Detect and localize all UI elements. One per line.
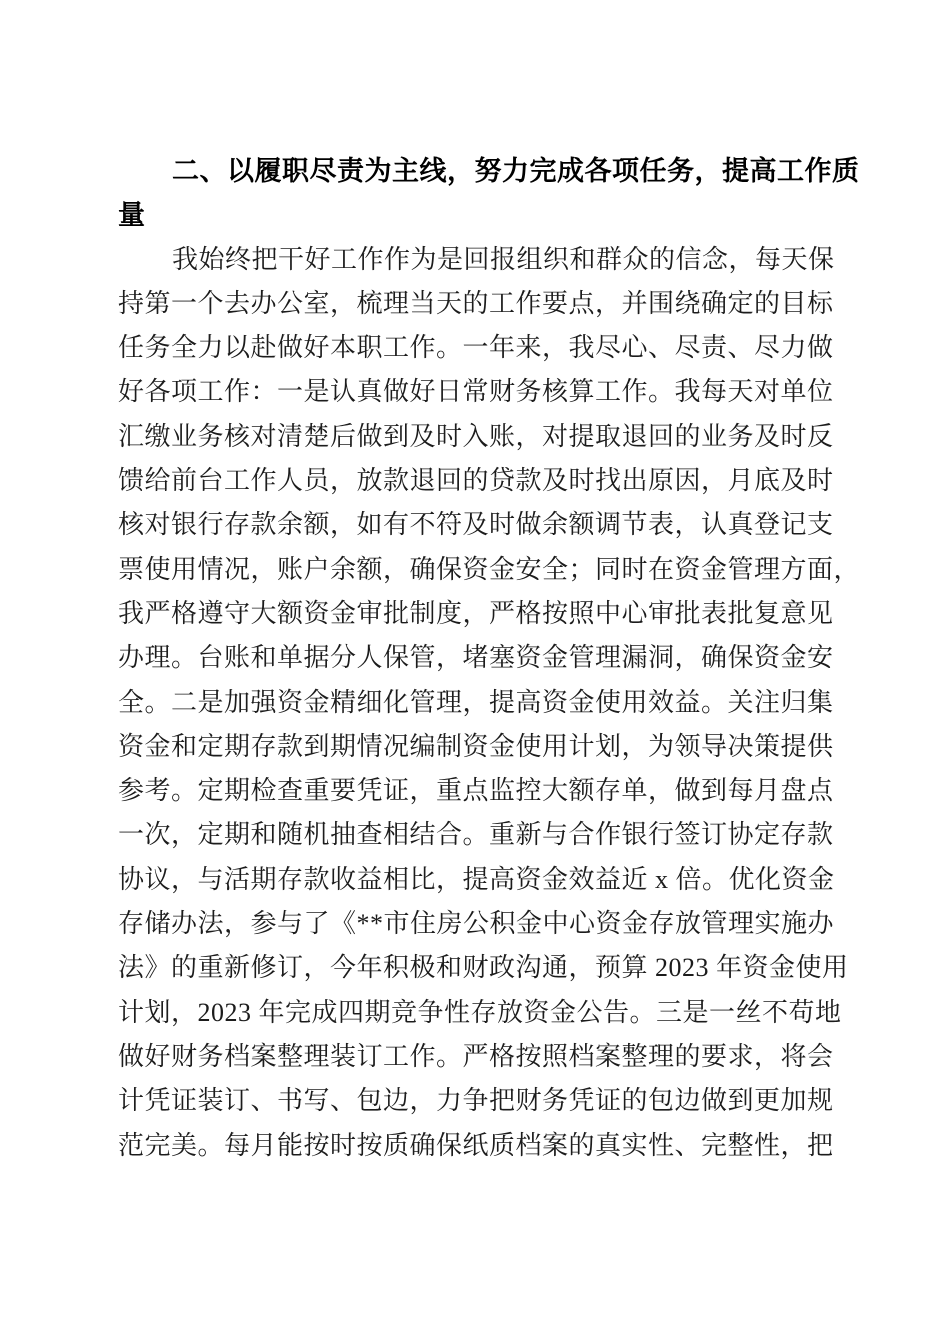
body-text-line: 票使用情况，账户余额，确保资金安全；同时在资金管理方面， <box>118 554 861 584</box>
section-heading-line-2: 量 <box>118 200 146 231</box>
body-text-line: 办理。台账和单据分人保管，堵塞资金管理漏洞，确保资金安 <box>118 643 834 673</box>
body-text-line: 做好财务档案整理装订工作。严格按照档案整理的要求，将会 <box>118 1041 834 1071</box>
body-text-line: 核对银行存款余额，如有不符及时做余额调节表，认真登记支 <box>118 510 834 540</box>
body-text-line: 持第一个去办公室，梳理当天的工作要点，并围绕确定的目标 <box>118 288 834 318</box>
body-text-line: 存储办法，参与了《**市住房公积金中心资金存放管理实施办 <box>118 909 835 939</box>
body-text-line: 我始终把干好工作作为是回报组织和群众的信念，每天保 <box>172 244 835 274</box>
body-text-line: 好各项工作：一是认真做好日常财务核算工作。我每天对单位 <box>118 377 834 407</box>
body-text-line: 我严格遵守大额资金审批制度，严格按照中心审批表批复意见 <box>118 598 834 628</box>
body-text-line: 参考。定期检查重要凭证，重点监控大额存单，做到每月盘点 <box>118 776 834 806</box>
body-text-line: 范完美。每月能按时按质确保纸质档案的真实性、完整性，把 <box>118 1130 834 1160</box>
body-text-line: 馈给前台工作人员，放款退回的贷款及时找出原因，月底及时 <box>118 466 834 496</box>
body-text-line: 一次，定期和随机抽查相结合。重新与合作银行签订协定存款 <box>118 820 834 850</box>
body-text-line: 全。二是加强资金精细化管理，提高资金使用效益。关注归集 <box>118 687 834 717</box>
body-text-line: 汇缴业务核对清楚后做到及时入账，对提取退回的业务及时反 <box>118 421 834 451</box>
document-content <box>118 149 861 1168</box>
body-text-line: 任务全力以赴做好本职工作。一年来，我尽心、尽责、尽力做 <box>118 333 834 363</box>
body-text-line: 资金和定期存款到期情况编制资金使用计划，为领导决策提供 <box>118 731 834 761</box>
body-text-line: 计凭证装订、书写、包边，力争把财务凭证的包边做到更加规 <box>118 1086 834 1116</box>
body-text-line: 法》的重新修订，今年积极和财政沟通，预算 2023 年资金使用 <box>118 953 849 983</box>
body-text-line: 计划，2023 年完成四期竞争性存放资金公告。三是一丝不苟地 <box>118 997 842 1027</box>
body-text-line: 协议，与活期存款收益相比，提高资金效益近 x 倍。优化资金 <box>118 864 835 894</box>
section-heading-line-1: 二、以履职尽责为主线，努力完成各项任务，提高工作质 <box>172 156 860 186</box>
